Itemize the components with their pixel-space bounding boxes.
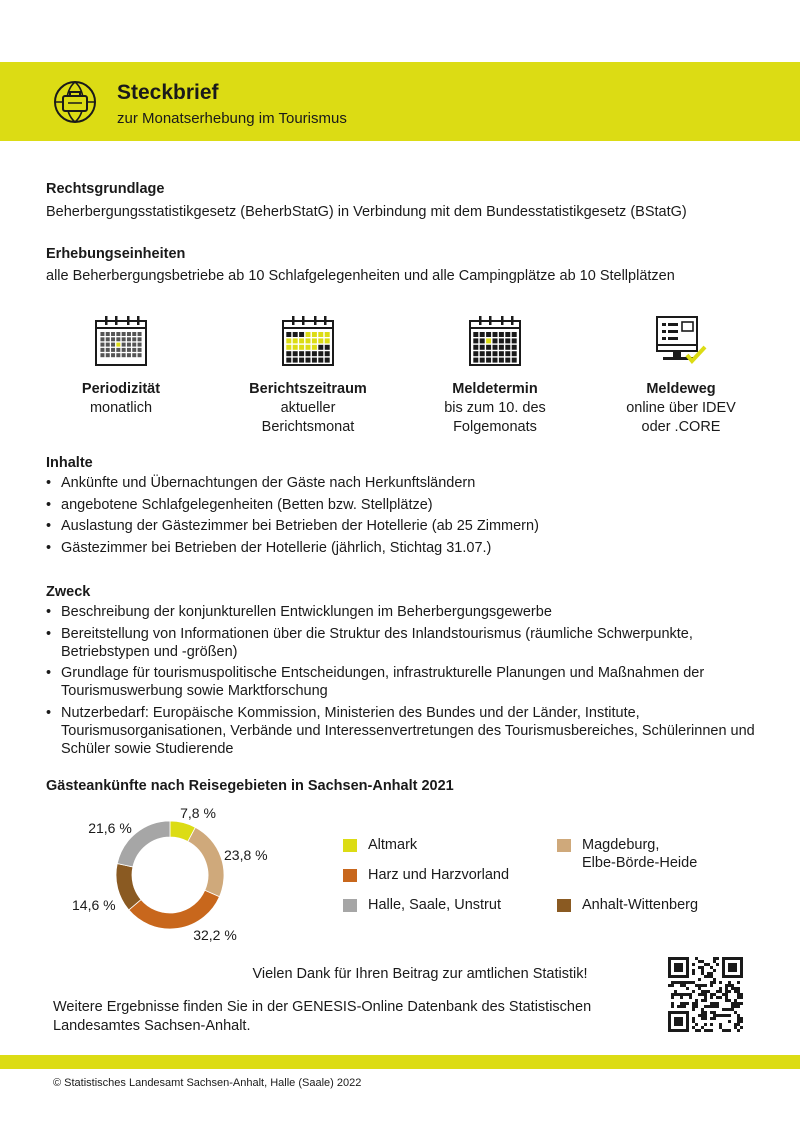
legal-heading: Rechtsgrundlage xyxy=(46,181,165,197)
donut-label-4: 21,6 % xyxy=(88,820,132,836)
legend-swatch xyxy=(557,899,571,912)
list-item: • Beschreibung der konjunkturellen Entwicklungen im Beherbergungsgewerbe xyxy=(46,603,756,621)
fact-value: online über IDEV oder .CORE xyxy=(626,400,736,435)
legend-label-line2: Elbe-Börde-Heide xyxy=(582,855,698,871)
list-item: • Bereitstellung von Informationen über die Struktur des Inlandstourismus (räumliche Schwerpunkte, Betriebstypen und -größen) xyxy=(46,625,756,661)
fact-periodizitaet xyxy=(46,315,196,418)
facts-row xyxy=(46,315,766,445)
legend-swatch xyxy=(343,839,357,852)
header-bar xyxy=(0,62,800,141)
legend-swatch xyxy=(343,899,357,912)
list-item: • Auslastung der Gästezimmer bei Betrieben der Hotellerie (ab 25 Zimmern) xyxy=(46,517,756,535)
list-item: • Gästezimmer bei Betrieben der Hotellerie (jährlich, Stichtag 31.07.) xyxy=(46,539,756,557)
chart-title: Gästeankünfte nach Reisegebieten in Sachsen-Anhalt 2021 xyxy=(46,778,454,794)
legal-text: Beherbergungsstatistikgesetz (BeherbStatG) in Verbindung mit dem Bundesstatistikgesetz (BStatG) xyxy=(46,204,687,220)
legend-item-anhalt xyxy=(557,896,698,914)
fact-value: aktueller Berichtsmonat xyxy=(261,400,355,435)
donut-label-3: 14,6 % xyxy=(72,897,116,913)
page-title: Steckbrief xyxy=(117,81,219,104)
legend-item-harz xyxy=(343,866,509,884)
fact-label: Periodizität xyxy=(81,381,161,397)
contents-heading: Inhalte xyxy=(46,455,93,471)
purpose-heading: Zweck xyxy=(46,584,91,600)
computer-check-icon xyxy=(653,315,709,367)
fact-label: Meldeweg xyxy=(646,381,716,397)
fact-value: bis zum 10. des Folgemonats xyxy=(444,400,546,435)
calendar-deadline-icon xyxy=(467,315,523,367)
footer-text: © Statistisches Landesamt Sachsen-Anhalt, Halle (Saale) 2022 xyxy=(53,1077,362,1089)
list-item: • Grundlage für tourismuspolitische Entscheidungen, infrastrukturelle Planungen und Maßnahmen der Tourismuswerbung sowie Marktforschung xyxy=(46,664,756,700)
list-item: • Ankünfte und Übernachtungen der Gäste nach Herkunftsländern xyxy=(46,474,756,492)
units-text: alle Beherbergungsbetriebe ab 10 Schlafgelegenheiten und alle Campingplätze ab 10 Stellplätzen xyxy=(46,268,675,284)
page-subtitle: zur Monatserhebung im Tourismus xyxy=(117,110,347,127)
legend-label-line1: Magdeburg, xyxy=(582,837,660,853)
donut-label-0: 7,8 % xyxy=(180,805,216,821)
fact-berichtszeitraum xyxy=(233,315,383,437)
legend-label xyxy=(582,836,697,872)
fact-meldeweg xyxy=(606,315,756,437)
legend-label: Altmark xyxy=(368,837,418,853)
purpose-list xyxy=(46,603,756,761)
donut-chart xyxy=(60,800,300,950)
calendar-period-icon xyxy=(280,315,336,367)
legend-item-halle xyxy=(343,896,501,914)
fact-label: Berichtszeitraum xyxy=(249,381,367,397)
donut-slice-3 xyxy=(116,864,141,910)
calendar-month-icon xyxy=(93,315,149,367)
donut-label-2: 32,2 % xyxy=(193,927,237,943)
donut-label-1: 23,8 % xyxy=(224,847,268,863)
legend-swatch xyxy=(557,839,571,852)
legend-label: Anhalt-Wittenberg xyxy=(582,897,699,913)
suitcase-globe-icon xyxy=(52,79,98,125)
footer-bar xyxy=(0,1055,800,1069)
fact-meldetermin xyxy=(420,315,570,437)
legend-label: Harz und Harzvorland xyxy=(368,867,510,883)
thanks-text: Vielen Dank für Ihren Beitrag zur amtlichen Statistik! xyxy=(252,966,588,982)
legend-swatch xyxy=(343,869,357,882)
legend-item-magdeburg xyxy=(557,836,697,872)
units-heading: Erhebungseinheiten xyxy=(46,246,186,262)
list-item: • Nutzerbedarf: Europäische Kommission, Ministerien des Bundes und der Länder, Institute, Tourismusorganisationen, Verbände und Interessenvertretungen des Tourismusbereiches, Schülerinnen und Schüler sowie Studierende xyxy=(46,704,756,758)
donut-slice-2 xyxy=(129,890,220,929)
legend-item-altmark xyxy=(343,836,417,854)
qr-code-icon[interactable] xyxy=(668,957,743,1032)
contents-list xyxy=(46,474,756,560)
legend-label: Halle, Saale, Unstrut xyxy=(368,897,501,913)
fact-value: monatlich xyxy=(89,400,153,416)
more-results-text: Weitere Ergebnisse finden Sie in der GENESIS-Online Datenbank des Statistischen Landesamtes Sachsen-Anhalt. xyxy=(53,999,592,1034)
fact-label: Meldetermin xyxy=(452,381,538,397)
donut-slice-1 xyxy=(188,827,224,896)
list-item: • angebotene Schlafgelegenheiten (Betten bzw. Stellplätze) xyxy=(46,496,756,514)
